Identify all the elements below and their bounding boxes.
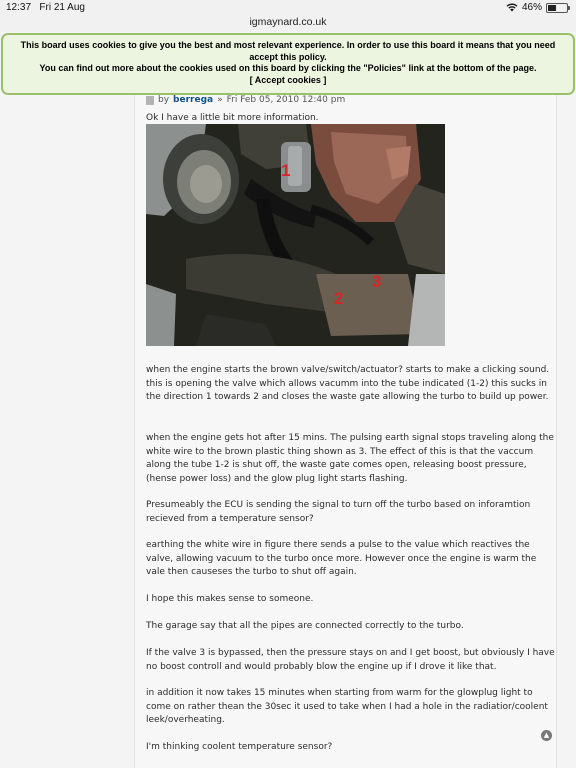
status-bar [0,0,576,14]
url-text: igmaynard.co.uk [249,16,327,28]
paragraph: I hope this makes sense to someone. [146,594,314,604]
image-label-3: 3 [372,272,382,291]
chevron-up-icon: ▲ [543,731,550,739]
post-meta [146,95,345,105]
post-date: Fri Feb 05, 2010 12:40 pm [226,95,346,105]
meta-by: by [158,95,170,105]
post-paragraphs [146,620,556,634]
accept-cookies-link[interactable]: [ Accept cookies ] [249,74,327,85]
post-paragraphs [146,364,556,405]
post-paragraphs [146,593,556,607]
post-author-link[interactable]: berrega [173,95,214,105]
battery-icon [546,3,568,13]
paragraph: when the engine gets hot after 15 mins. The pulsing earth signal stops traveling along the white wire to the brown plastic thing shown as 3. The effect of this is that the vaccum along the tube 1-2 is shut off, the waste gate comes open, releasing boost pressure, (hense power loss) and the glow plug light starts flashing. [146,433,554,484]
clock-date: Fri 21 Aug [39,2,85,13]
post-intro: Ok I have a little bit more information. [146,113,319,123]
engine-photo-drawing [146,124,445,346]
wifi-icon [506,3,518,12]
post-paragraphs [146,741,556,755]
battery-level [548,5,556,11]
cookie-notice-text: This board uses cookies to give you the best and most relevant experience. In order to use this board it means that you need accept this policy. [20,40,556,62]
image-label-2: 2 [334,289,344,308]
cookie-notice [1,33,575,95]
status-indicators [506,2,568,13]
status-time [6,2,85,13]
paragraph: I'm thinking coolent temperature sensor? [146,742,333,752]
back-to-top-button[interactable] [541,730,552,741]
cookie-policy-text: You can find out more about the cookies used on this board by clicking the "Policies" link at the bottom of the page. [39,63,537,73]
paragraph: earthing the white wire in figure there sends a pulse to the value which reactives the valve, allowing vacuum to the turbo once more. However once the engine is warm the vale then causeses the turbo to shut off again. [146,540,537,577]
paragraph: Presumeably the ECU is sending the signal to turn off the turbo based on inforamtion recieved from a temperature sensor? [146,500,531,524]
post-paragraphs [146,432,556,486]
clock-time: 12:37 [6,2,32,13]
post-paragraphs [146,539,556,580]
paragraph: in addition it now takes 15 minutes when starting from warm for the glowplug light to come on rather thean the 30sec it used to take when I had a hole in the radiatior/coolent leek/overheating. [146,688,548,725]
paragraph: when the engine starts the brown valve/switch/actuator? starts to make a clicking sound. this is opening the valve which allows vacumm into the tube indicated (1-2) this sucks in the direction 1 towards 2 and closes the waste gate allowing the turbo to build up power. [146,365,550,402]
battery-percent: 46% [521,2,542,13]
paragraph: If the valve 3 is bypassed, then the pressure stays on and I get boost, but obviously I have no boost controll and would probably blow the engine up if I drove it like that. [146,648,555,672]
paragraph: The garage say that all the pipes are connected correctly to the turbo. [146,621,464,631]
post-paragraphs [146,687,556,728]
address-bar[interactable] [0,14,576,32]
post-icon [146,96,154,105]
post-paragraphs [146,647,556,674]
meta-separator: » [217,95,223,105]
image-label-1: 1 [281,161,291,180]
engine-bay-photo[interactable] [146,124,445,346]
post-paragraphs [146,499,556,526]
